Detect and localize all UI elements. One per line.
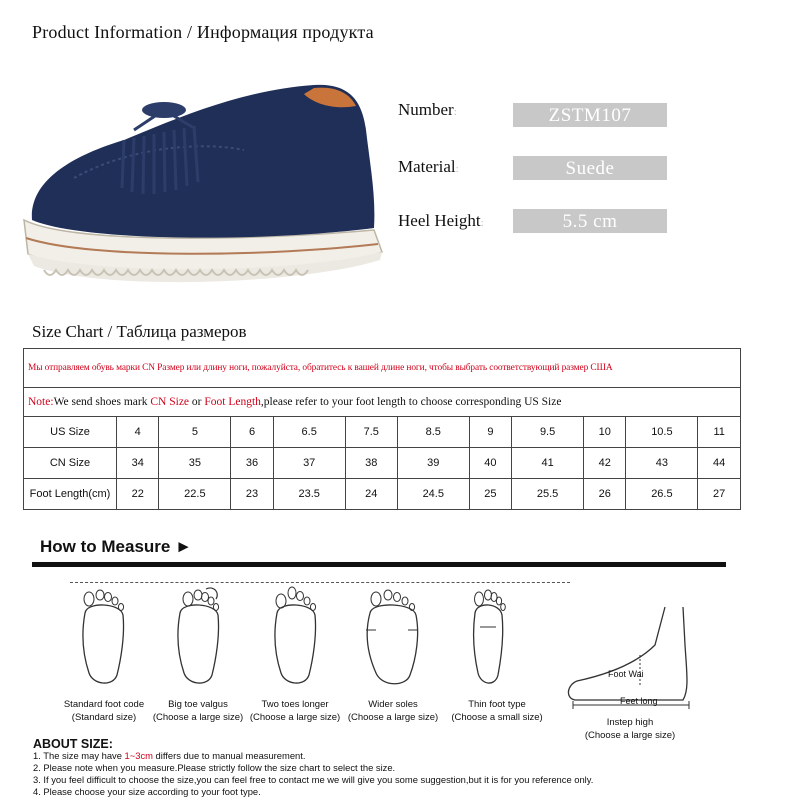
size-chart-table: [23, 348, 741, 510]
wider-soles-icon: [362, 585, 422, 690]
table-cell: 23: [231, 479, 273, 510]
table-cell: 37: [273, 448, 345, 479]
table-cell: 5: [159, 417, 231, 448]
row-header: Foot Length(cm): [24, 479, 117, 510]
divider: [32, 562, 726, 567]
table-cell: 24.5: [397, 479, 469, 510]
table-cell: 25: [469, 479, 511, 510]
table-cell: 36: [231, 448, 273, 479]
about-item: 4. Please choose your size according to your foot type.: [33, 786, 261, 797]
table-cell: 10.5: [626, 417, 698, 448]
caption-two-toes: Two toes longer (Choose a large size): [249, 699, 341, 723]
table-cell: 41: [512, 448, 584, 479]
size-chart-title: Size Chart / Таблица размеров: [32, 322, 247, 341]
table-row: [24, 448, 741, 479]
table-cell: 39: [397, 448, 469, 479]
two-toes-longer-icon: [265, 585, 325, 690]
table-cell: 9.5: [512, 417, 584, 448]
dashed-divider: [70, 582, 570, 583]
spec-number-value: ZSTM107: [513, 103, 667, 127]
spec-material-label: Material:: [398, 157, 459, 176]
table-cell: 26: [584, 479, 626, 510]
how-to-measure-title: How to Measure ►: [40, 537, 192, 556]
table-row: [24, 417, 741, 448]
table-cell: 26.5: [626, 479, 698, 510]
big-toe-valgus-icon: [168, 585, 228, 690]
russian-note-row: [24, 349, 741, 388]
table-cell: 22: [117, 479, 159, 510]
table-cell: 11: [698, 417, 741, 448]
table-cell: 34: [117, 448, 159, 479]
caption-thin: Thin foot type (Choose a small size): [451, 699, 543, 723]
table-cell: 40: [469, 448, 511, 479]
about-item: 1. The size may have 1~3cm differs due to manual measurement.: [33, 750, 306, 761]
row-header: US Size: [24, 417, 117, 448]
spec-heel-value: 5.5 cm: [513, 209, 667, 233]
page-title: Product Information / Информация продукта: [32, 22, 374, 42]
russian-note: Мы отправляем обувь марки CN Размер или длину ноги, пожалуйста, обратитесь к вашей длине ноги, чтобы выбрать соответствующий размер США: [24, 349, 741, 388]
table-cell: 6: [231, 417, 273, 448]
table-cell: 25.5: [512, 479, 584, 510]
foot-wai-label: Foot Wai: [608, 669, 644, 679]
table-cell: 9: [469, 417, 511, 448]
spec-number-label: Number:: [398, 100, 457, 119]
table-cell: 42: [584, 448, 626, 479]
spec-material-value: Suede: [513, 156, 667, 180]
table-cell: 35: [159, 448, 231, 479]
table-cell: 27: [698, 479, 741, 510]
thin-foot-icon: [458, 585, 518, 690]
about-size-title: ABOUT SIZE:: [33, 737, 113, 751]
table-cell: 23.5: [273, 479, 345, 510]
table-cell: 43: [626, 448, 698, 479]
about-item: 3. If you feel difficult to choose the size,you can feel free to contact me we will give you some suggestion,but it is for you reference only.: [33, 774, 594, 785]
table-cell: 8.5: [397, 417, 469, 448]
table-cell: 38: [345, 448, 397, 479]
feet-long-label: Feet long: [620, 696, 658, 706]
table-cell: 6.5: [273, 417, 345, 448]
about-item: 2. Please note when you measure.Please strictly follow the size chart to select the size.: [33, 762, 396, 773]
table-cell: 7.5: [345, 417, 397, 448]
product-image: [14, 70, 394, 300]
size-note: Note:We send shoes mark CN Size or Foot Length,please refer to your foot length to choose corresponding US Size: [24, 388, 741, 417]
table-cell: 4: [117, 417, 159, 448]
spec-heel-label: Heel Height:: [398, 211, 484, 230]
standard-foot-icon: [73, 585, 133, 690]
table-row: [24, 479, 741, 510]
table-cell: 22.5: [159, 479, 231, 510]
row-header: CN Size: [24, 448, 117, 479]
caption-big-toe: Big toe valgus (Choose a large size): [152, 699, 244, 723]
table-cell: 10: [584, 417, 626, 448]
table-cell: 44: [698, 448, 741, 479]
caption-instep: Instep high (Choose a large size): [584, 717, 676, 741]
caption-standard: Standard foot code (Standard size): [63, 699, 145, 723]
table-cell: 24: [345, 479, 397, 510]
note-row: [24, 388, 741, 417]
caption-wider: Wider soles (Choose a large size): [347, 699, 439, 723]
